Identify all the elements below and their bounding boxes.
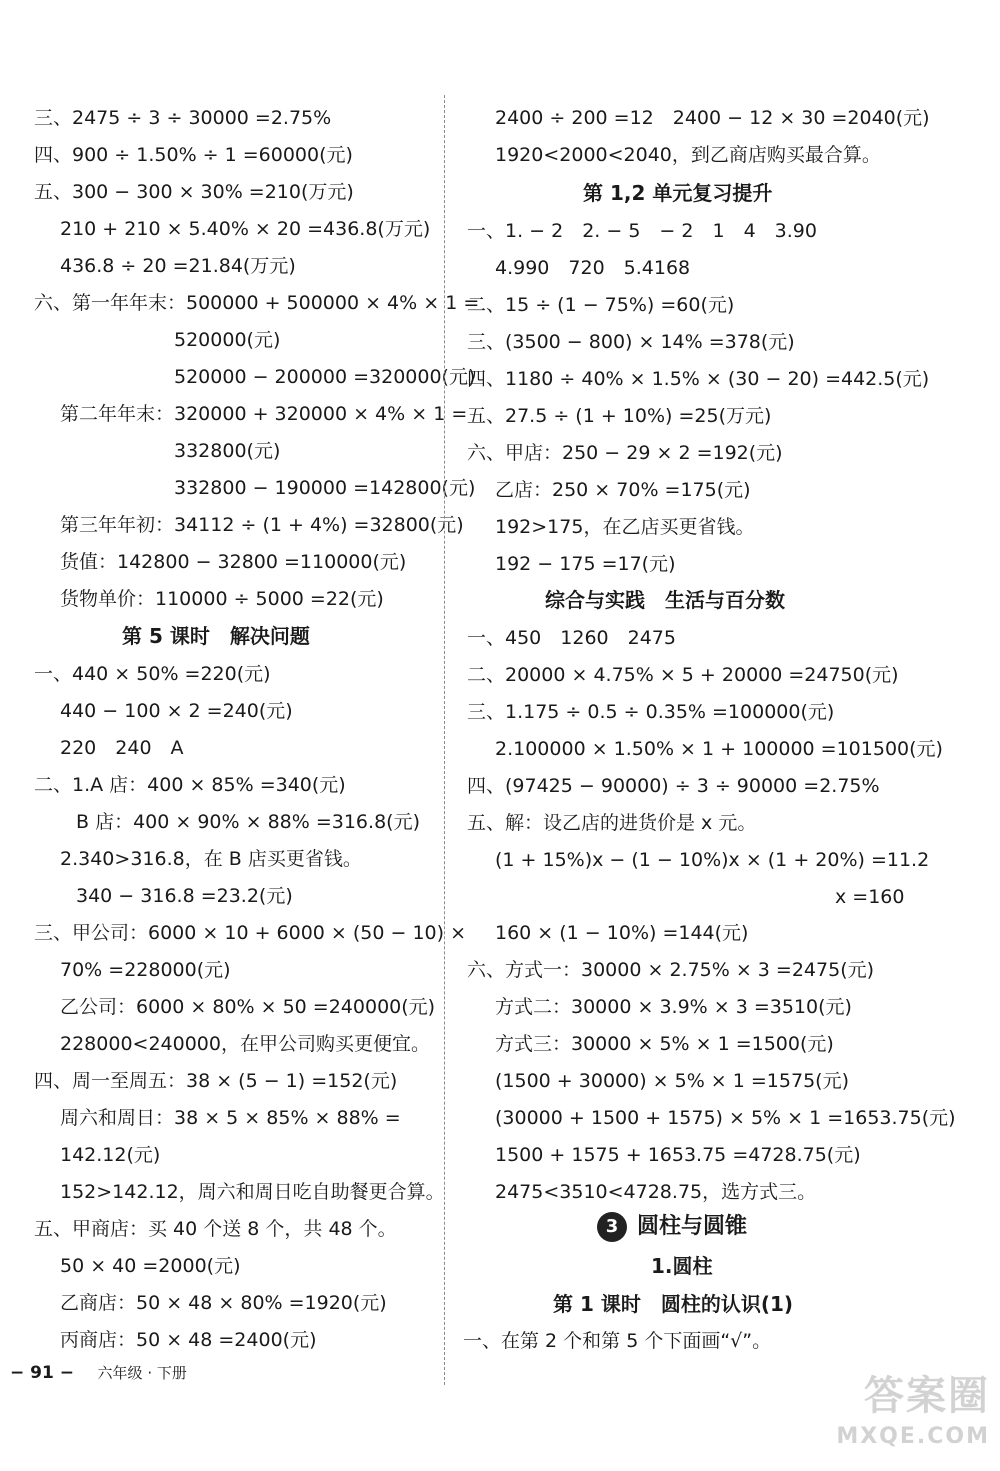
answer-line: 70% =228000(元) bbox=[60, 959, 231, 981]
lesson-title: 第 1 课时 圆柱的认识(1) bbox=[553, 1292, 794, 1316]
answer-line: 2475<3510<4728.75，选方式三。 bbox=[495, 1181, 817, 1203]
answer-line: 332800 − 190000 =142800(元) bbox=[174, 477, 476, 499]
unit-number-badge: 3 bbox=[597, 1212, 627, 1242]
answer-line: 160 × (1 − 10%) =144(元) bbox=[495, 922, 749, 944]
answer-line: 六、第一年年末：500000 + 500000 × 4% × 1 = bbox=[34, 292, 480, 314]
answer-line: 乙商店：50 × 48 × 80% =1920(元) bbox=[60, 1292, 387, 1314]
answer-line: 丙商店：50 × 48 =2400(元) bbox=[60, 1329, 317, 1351]
answer-line: 六、甲店：250 − 29 × 2 =192(元) bbox=[467, 442, 783, 464]
answer-line: 1920<2000<2040，到乙商店购买最合算。 bbox=[495, 144, 881, 166]
answer-line: (1 + 15%)x − (1 − 10%)x × (1 + 20%) =11.2 bbox=[495, 849, 930, 871]
answer-line: 五、解：设乙店的进货价是 x 元。 bbox=[467, 812, 757, 834]
answer-line: 三、(3500 − 800) × 14% =378(元) bbox=[467, 331, 795, 353]
watermark-url: MXQE.COM bbox=[836, 1424, 990, 1449]
answer-line: 四、(97425 − 90000) ÷ 3 ÷ 90000 =2.75% bbox=[467, 775, 880, 797]
answer-line: 340 − 316.8 =23.2(元) bbox=[76, 885, 293, 907]
section-title: 综合与实践 生活与百分数 bbox=[545, 588, 785, 612]
section-title: 第 5 课时 解决问题 bbox=[122, 624, 310, 648]
answer-line: 2.100000 × 1.50% × 1 + 100000 =101500(元) bbox=[495, 738, 943, 760]
unit-title bbox=[597, 1210, 747, 1244]
answer-line: 520000(元) bbox=[174, 329, 281, 351]
answer-line: 二、20000 × 4.75% × 5 + 20000 =24750(元) bbox=[467, 664, 899, 686]
answer-line: 50 × 40 =2000(元) bbox=[60, 1255, 241, 1277]
answer-line: 2400 ÷ 200 =12 2400 − 12 × 30 =2040(元) bbox=[495, 107, 930, 129]
unit-title-text: 圆柱与圆锥 bbox=[637, 1214, 748, 1239]
section-title: 第 1,2 单元复习提升 bbox=[583, 181, 773, 205]
page-number: − 91 − bbox=[10, 1363, 74, 1383]
grade-label: 六年级 · 下册 bbox=[97, 1364, 187, 1382]
answer-line: 二、1.A 店：400 × 85% =340(元) bbox=[34, 774, 346, 796]
answer-line: 142.12(元) bbox=[60, 1144, 161, 1166]
answer-line: 332800(元) bbox=[174, 440, 281, 462]
answer-line: 192>175，在乙店买更省钱。 bbox=[495, 516, 755, 538]
chapter-title: 1.圆柱 bbox=[651, 1254, 713, 1278]
answer-line: 方式二：30000 × 3.9% × 3 =3510(元) bbox=[495, 996, 852, 1018]
answer-line: 货物单价：110000 ÷ 5000 =22(元) bbox=[60, 588, 384, 610]
answer-line: x =160 bbox=[835, 886, 905, 908]
answer-line: 三、2475 ÷ 3 ÷ 30000 =2.75% bbox=[34, 107, 332, 129]
answer-line: 436.8 ÷ 20 =21.84(万元) bbox=[60, 255, 296, 277]
answer-line: 四、1180 ÷ 40% × 1.5% × (30 − 20) =442.5(元) bbox=[467, 368, 930, 390]
column-divider bbox=[444, 95, 445, 1385]
answer-line: 乙店：250 × 70% =175(元) bbox=[495, 479, 751, 501]
answer-line: 二、15 ÷ (1 − 75%) =60(元) bbox=[467, 294, 735, 316]
answer-line: 一、在第 2 个和第 5 个下面画“√”。 bbox=[463, 1330, 772, 1352]
answer-line: 520000 − 200000 =320000(元) bbox=[174, 366, 476, 388]
answer-line: 220 240 A bbox=[60, 737, 184, 759]
answer-line: 四、900 ÷ 1.50% ÷ 1 =60000(元) bbox=[34, 144, 353, 166]
answer-line: 五、27.5 ÷ (1 + 10%) =25(万元) bbox=[467, 405, 772, 427]
answer-line: 第二年年末：320000 + 320000 × 4% × 1 = bbox=[60, 403, 468, 425]
answer-line: (30000 + 1500 + 1575) × 5% × 1 =1653.75(元) bbox=[495, 1107, 956, 1129]
answer-line: 方式三：30000 × 5% × 1 =1500(元) bbox=[495, 1033, 834, 1055]
answer-line: 210 + 210 × 5.40% × 20 =436.8(万元) bbox=[60, 218, 431, 240]
answer-line: 货值：142800 − 32800 =110000(元) bbox=[60, 551, 407, 573]
answer-line: 228000<240000，在甲公司购买更便宜。 bbox=[60, 1033, 430, 1055]
answer-line: 第三年年初：34112 ÷ (1 + 4%) =32800(元) bbox=[60, 514, 464, 536]
answer-line: 152>142.12，周六和周日吃自助餐更合算。 bbox=[60, 1181, 445, 1203]
answer-line: 1500 + 1575 + 1653.75 =4728.75(元) bbox=[495, 1144, 861, 1166]
answer-line: 五、300 − 300 × 30% =210(万元) bbox=[34, 181, 354, 203]
answer-line: 192 − 175 =17(元) bbox=[495, 553, 676, 575]
page-footer bbox=[10, 1361, 187, 1385]
answer-line: 四、周一至周五：38 × (5 − 1) =152(元) bbox=[34, 1070, 398, 1092]
answer-line: 三、1.175 ÷ 0.5 ÷ 0.35% =100000(元) bbox=[467, 701, 835, 723]
answer-line: 五、甲商店：买 40 个送 8 个，共 48 个。 bbox=[34, 1218, 397, 1240]
answer-line: (1500 + 30000) × 5% × 1 =1575(元) bbox=[495, 1070, 849, 1092]
answer-line: 4.990 720 5.4168 bbox=[495, 257, 691, 279]
answer-line: 周六和周日：38 × 5 × 85% × 88% = bbox=[60, 1107, 401, 1129]
answer-line: 一、1. − 2 2. − 5 − 2 1 4 3.90 bbox=[467, 220, 817, 242]
site-watermark bbox=[800, 1370, 990, 1465]
answer-line: B 店：400 × 90% × 88% =316.8(元) bbox=[76, 811, 420, 833]
answer-line: 乙公司：6000 × 80% × 50 =240000(元) bbox=[60, 996, 436, 1018]
answer-line: 一、440 × 50% =220(元) bbox=[34, 663, 271, 685]
right-column bbox=[455, 0, 1000, 1471]
left-column bbox=[0, 0, 480, 1471]
answer-line: 440 − 100 × 2 =240(元) bbox=[60, 700, 293, 722]
answer-line: 2.340>316.8，在 B 店买更省钱。 bbox=[60, 848, 362, 870]
answer-line: 一、450 1260 2475 bbox=[467, 627, 676, 649]
watermark-logo-text: 答案圈 bbox=[864, 1373, 990, 1419]
answer-line: 三、甲公司：6000 × 10 + 6000 × (50 − 10) × bbox=[34, 922, 467, 944]
answer-line: 六、方式一：30000 × 2.75% × 3 =2475(元) bbox=[467, 959, 875, 981]
